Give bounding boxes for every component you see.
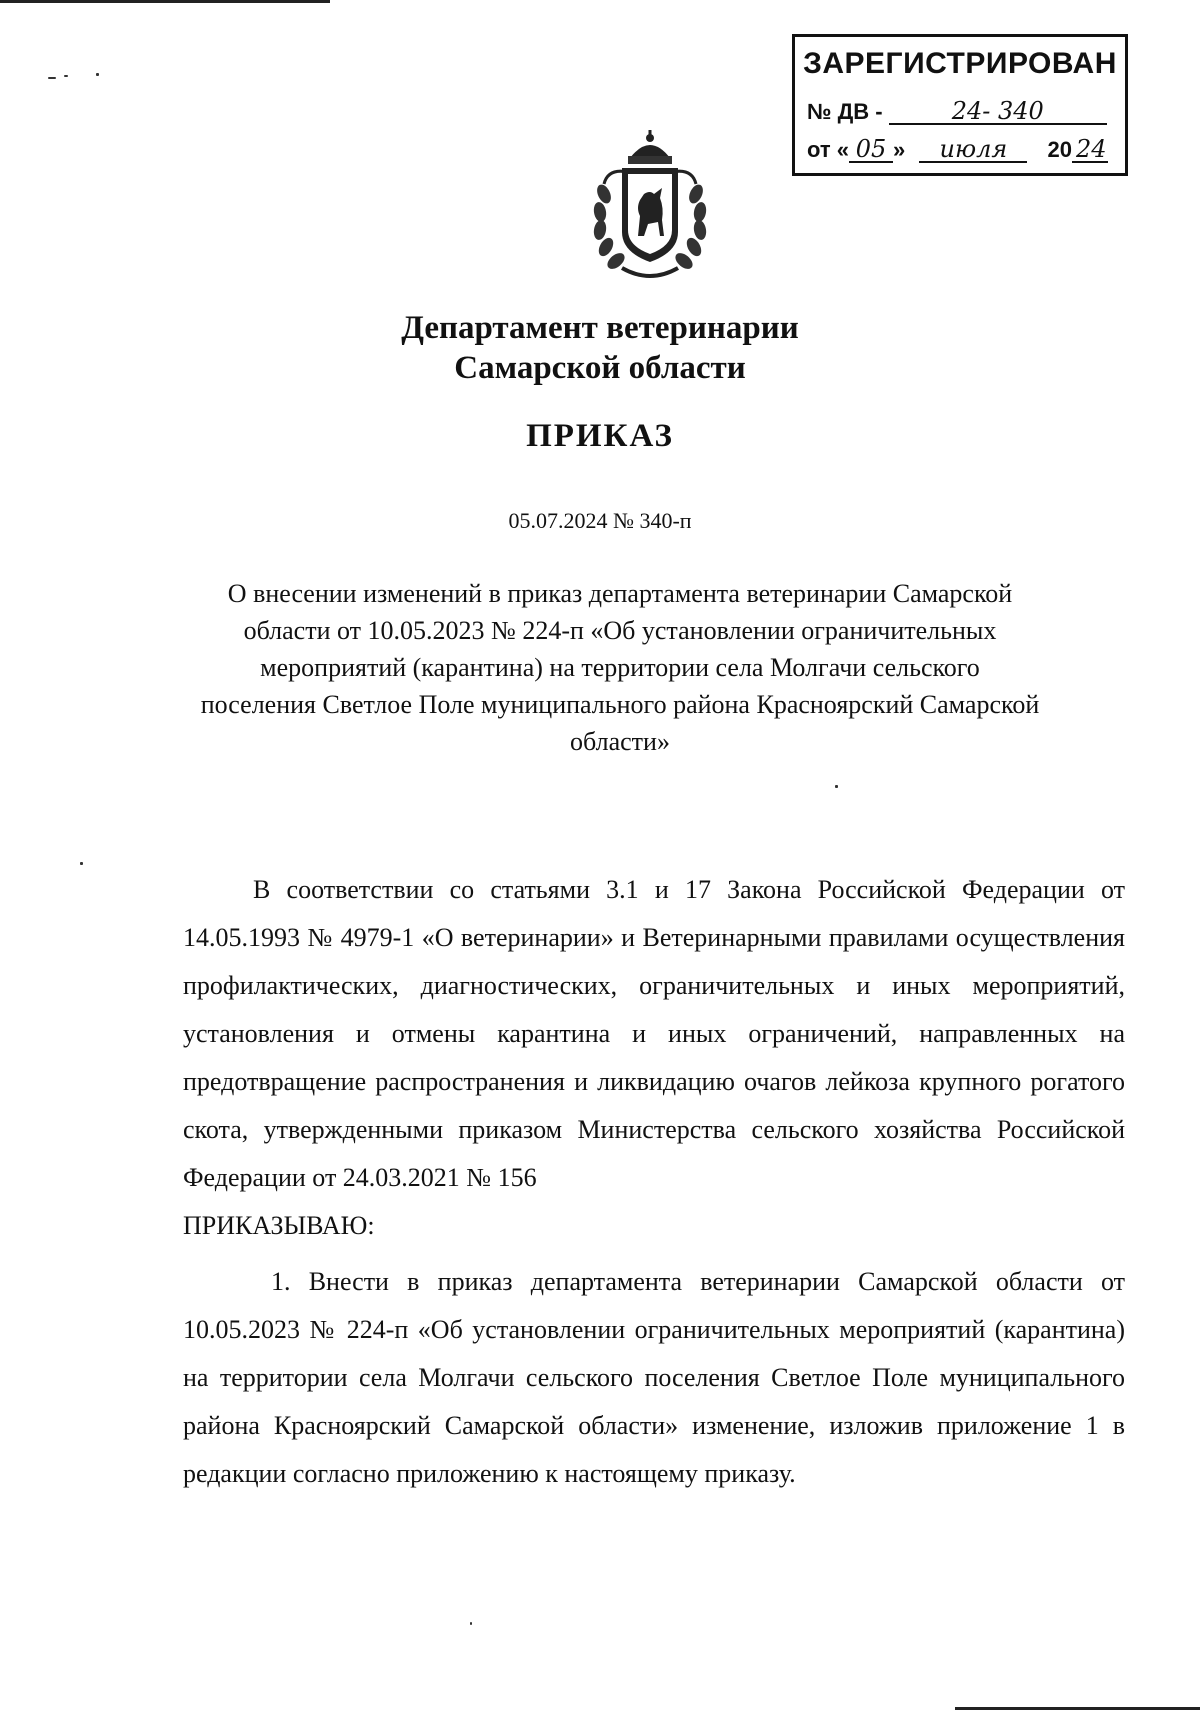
department-line-1: Департамент ветеринарии [401, 310, 799, 346]
order-subject: О внесении изменений в приказ департамента ветеринарии Самарской области от 10.05.2023 № 224-п «Об установлении ограничительных мероприятий (карантина) на территории села Молгачи сельского поселения Светлое Поле муниципального района Красноярский Самарской области» [200, 579, 1040, 756]
coat-of-arms-icon [578, 128, 723, 283]
document-type: ПРИКАЗ [526, 418, 674, 454]
clause-1-paragraph: 1. Внести в приказ департамента ветеринарии Самарской области от 10.05.2023 № 224-п «Об установлении ограничительных мероприятий (карантина) на территории села Молгачи сельского поселения Светлое Поле муниципального района Красноярский Самарской области» изменение, изложив приложение 1 в редакции согласно приложению к настоящему приказу. [183, 1267, 1125, 1488]
scan-speck [80, 862, 83, 865]
stamp-year-prefix: 20 [1047, 137, 1072, 162]
stamp-date-month: июля [919, 137, 1027, 163]
stamp-date-day: 05 [849, 137, 893, 163]
department-name [0, 308, 1200, 388]
preamble-paragraph [183, 866, 1125, 1250]
stamp-date-mid: » [893, 137, 906, 162]
stamp-date-prefix: от « [807, 137, 850, 162]
stamp-number-label: № ДВ - [807, 99, 883, 124]
registration-stamp [792, 34, 1128, 176]
scan-speck [835, 785, 838, 788]
order-date-number: 05.07.2024 № 340-п [508, 508, 692, 533]
scan-speck [64, 75, 68, 77]
preamble-text: В соответствии со статьями 3.1 и 17 Закона Российской Федерации от 14.05.1993 № 4979-1 «О ветеринарии» и Ветеринарными правилами осуществления профилактических, диагностических, ограничительных и иных мероприятий, установления и отмены карантина и иных ограничений, направленных на предотвращение распространения и ликвидацию очагов лейкоза крупного рогатого скота, утвержденными приказом Министерства сельского хозяйства Российской Федерации от 24.03.2021 № 156 [183, 875, 1125, 1192]
department-line-2: Самарской области [454, 350, 746, 386]
scan-speck [48, 77, 56, 79]
scan-speck [96, 73, 99, 76]
scan-speck [470, 1622, 472, 1625]
stamp-number-row [807, 99, 1107, 125]
scan-edge-line [0, 0, 330, 3]
stamp-date-row [807, 137, 1108, 163]
stamp-title: ЗАРЕГИСТРИРОВАН [803, 47, 1117, 80]
scan-edge-line [955, 1707, 1200, 1710]
command-word: ПРИКАЗЫВАЮ: [183, 1211, 375, 1240]
stamp-year-suffix: 24 [1072, 137, 1108, 163]
stamp-number-value: 24- 340 [889, 99, 1107, 125]
